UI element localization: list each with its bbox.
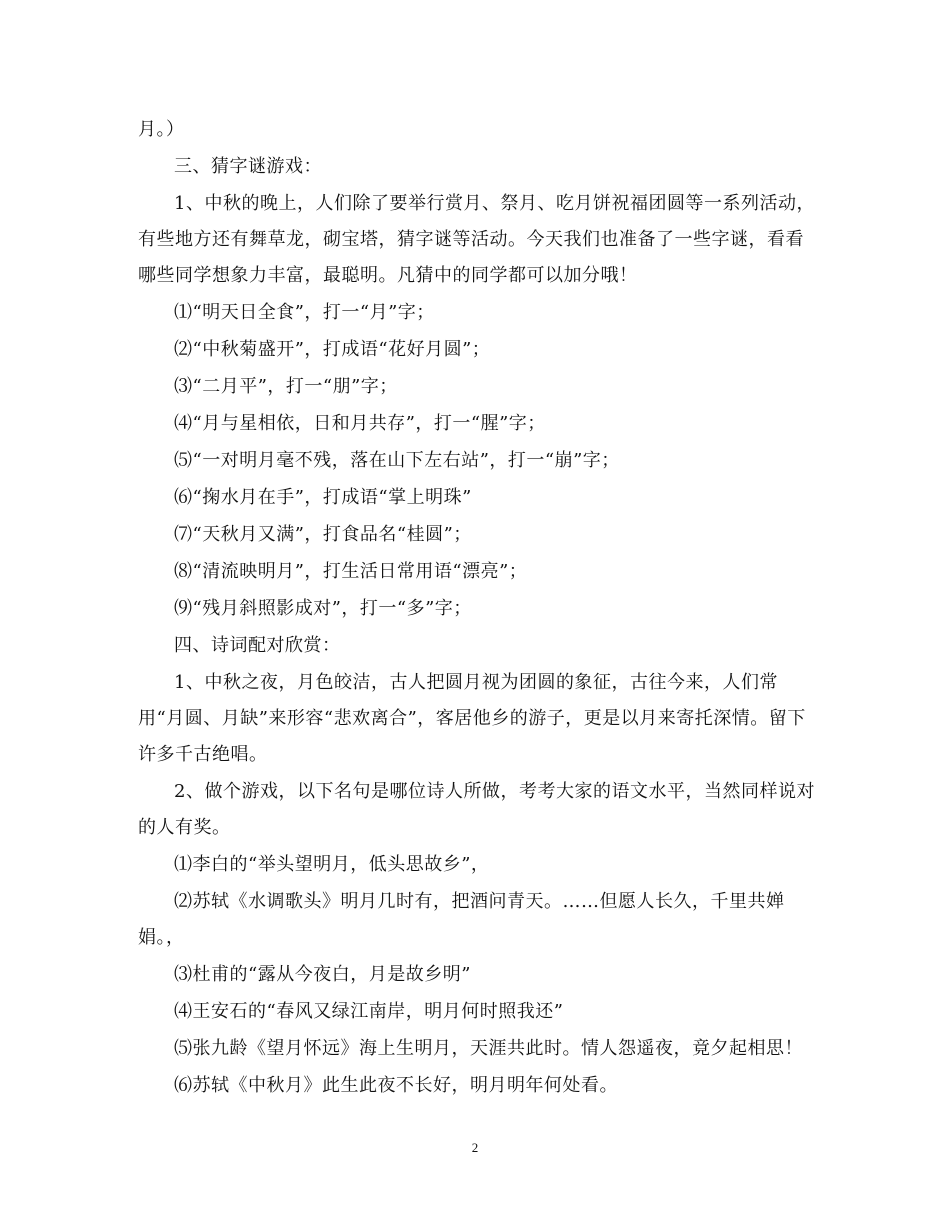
poem-item-3: ⑶杜甫的“露从今夜白，月是故乡明”	[174, 964, 471, 985]
riddle-item-2: ⑵“中秋菊盛开”，打成语“花好月圆”；	[174, 339, 491, 360]
paragraph-continuation: 月。）	[138, 119, 185, 140]
riddle-item-4: ⑷“月与星相依，日和月共存”，打一“腥”字；	[174, 413, 546, 434]
riddle-item-9: ⑼“残月斜照影成对”，打一“多”字；	[174, 598, 472, 619]
poem-item-6: ⑹苏轼《中秋月》此生此夜不长好，明月明年何处看。	[174, 1075, 618, 1096]
riddle-item-1: ⑴“明天日全食”，打一“月”字；	[174, 302, 435, 323]
riddle-item-7: ⑺“天秋月又满”，打食品名“桂圆”；	[174, 524, 472, 545]
paragraph-riddle-intro: 1、中秋的晚上，人们除了要举行赏月、祭月、吃月饼祝福团圆等一系列活动，有些地方还有舞草龙，砌宝塔，猜字谜等活动。今天我们也准备了一些字谜，看看哪些同学想象力丰富，最聪明。凡猜中的同学都可以加分哦！	[138, 193, 815, 286]
poem-item-4: ⑷王安石的“春风又绿江南岸，明月何时照我还”	[174, 1001, 564, 1022]
section-heading-poetry: 四、诗词配对欣赏：	[174, 635, 341, 656]
poem-item-1: ⑴李白的“举头望明月，低头思故乡”，	[174, 854, 490, 875]
riddle-item-8: ⑻“清流映明月”，打生活日常用语“漂亮”；	[174, 561, 528, 582]
document-body	[138, 112, 818, 1105]
poem-item-2: ⑵苏轼《水调歌头》明月几时有，把酒问青天。……但愿人长久，千里共婵娟。，	[138, 891, 785, 948]
page-number: 2	[471, 1140, 479, 1155]
paragraph-poetry-intro: 1、中秋之夜，月色皎洁，古人把圆月视为团圆的象征，古往今来，人们常用“月圆、月缺”来形容“悲欢离合”，客居他乡的游子，更是以月来寄托深情。留下许多千古绝唱。	[138, 672, 806, 765]
poem-item-5: ⑸张九龄《望月怀远》海上生明月，天涯共此时。情人怨遥夜，竟夕起相思！	[174, 1038, 803, 1059]
riddle-item-5: ⑸“一对明月毫不残，落在山下左右站”，打一“崩”字；	[174, 450, 620, 471]
paragraph-poetry-game: 2、做个游戏，以下名句是哪位诗人所做，考考大家的语文水平，当然同样说对的人有奖。	[138, 781, 815, 838]
riddle-item-3: ⑶“二月平”，打一“朋”字；	[174, 376, 398, 397]
section-heading-riddle-game: 三、猜字谜游戏：	[174, 156, 322, 177]
riddle-item-6: ⑹“掬水月在手”，打成语“掌上明珠”	[174, 487, 472, 508]
